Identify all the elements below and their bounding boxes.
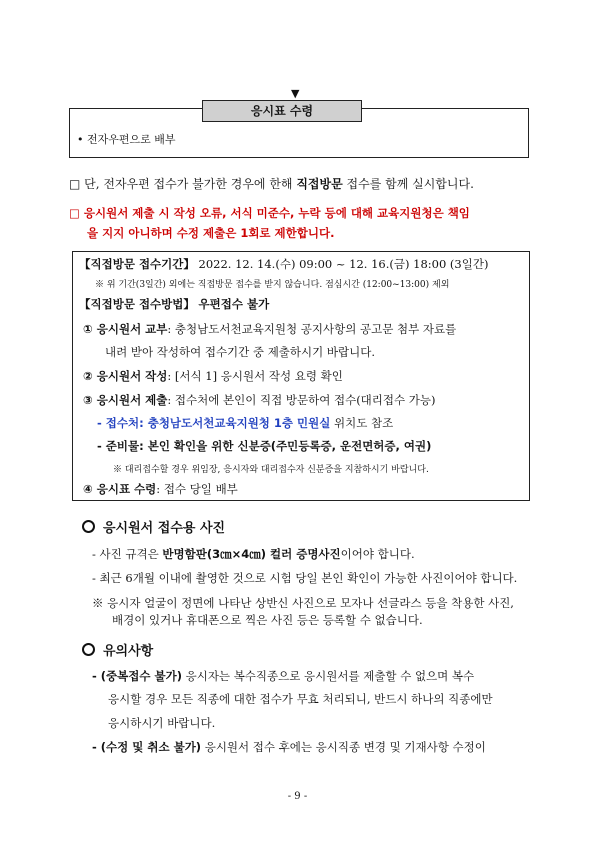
caution-item2-label: - (수정 및 취소 불가) — [92, 740, 202, 754]
caution-item2-text1: 응시원서 접수 후에는 응시직종 변경 및 기재사항 수정이 — [201, 740, 486, 754]
step2-text: : [서식 1] 응시원서 작성 요령 확인 — [167, 369, 343, 383]
caution-item1-line3: 응시하시기 바랍니다. — [108, 716, 216, 730]
step1-text2: 내려 받아 작성하여 접수기간 중 제출하시기 바랍니다. — [105, 345, 375, 359]
period-note: ※ 위 기간(3일간) 외에는 직접방문 접수를 받지 않습니다. 점심시간 (12:00~13:00) 제외 — [95, 280, 450, 290]
step4-text: : 접수 당일 배부 — [156, 482, 238, 496]
prep-label: - 준비물 — [97, 439, 140, 453]
period-value: 2022. 12. 14.(수) 09:00 ~ 12. 16.(금) 18:00 (3일간) — [198, 257, 489, 271]
step3-label: ③ 응시원서 제출 — [83, 393, 168, 407]
photo-line2: - 최근 6개월 이내에 촬영한 것으로 시험 당일 본인 확인이 가능한 사진이어야 합니다. — [92, 571, 518, 585]
note2-line1: □ 응시원서 제출 시 작성 오류, 서식 미준수, 누락 등에 대해 교육지원청은 책임 — [69, 206, 470, 220]
circle-bullet-icon — [82, 643, 95, 656]
place-value: : 충청남도서천교육지원청 1층 민원실 — [139, 416, 331, 430]
circle-bullet-icon — [82, 520, 95, 533]
photo-note1: ※ 응시자 얼굴이 정면에 나타난 상반신 사진으로 모자나 선글라스 등을 착용한 사진, — [92, 596, 514, 610]
direct-visit-note — [69, 175, 539, 193]
photo-line1-suffix: 이어야 합니다. — [340, 547, 415, 561]
step3-line — [83, 392, 435, 408]
responsibility-note — [69, 203, 539, 243]
note1-prefix: □ 단, 전자우편 접수가 불가한 경우에 한해 — [69, 177, 297, 191]
step4-label: ④ 응시표 수령 — [83, 482, 157, 496]
photo-line1-prefix: - 사진 규격은 — [92, 547, 163, 561]
caution-heading-text: 유의사항 — [103, 644, 154, 659]
step1-label: ① 응시원서 교부 — [83, 322, 168, 336]
step2-line — [83, 368, 343, 384]
note2-line2: 을 지지 아니하며 수정 제출은 1회로 제한합니다. — [87, 226, 335, 240]
photo-line1 — [92, 546, 415, 562]
prep-line — [97, 438, 431, 454]
place-label: - 접수처 — [97, 416, 140, 430]
note1-suffix: 접수를 함께 실시합니다. — [342, 177, 474, 191]
notice-item: • 전자우편으로 배부 — [77, 133, 176, 146]
page-number: - 9 - — [287, 791, 308, 802]
step2-label: ② 응시원서 작성 — [83, 369, 168, 383]
direct-visit-box — [72, 251, 530, 501]
photo-line1-bold: 반명함판(3㎝×4㎝) 컬러 증명사진 — [162, 547, 341, 561]
step3-text: : 접수처에 본인이 직접 방문하여 접수(대리접수 가능) — [167, 393, 436, 407]
caution-item1-text1: 응시자는 복수직종으로 응시원서를 제출할 수 없으며 복수 — [181, 669, 475, 683]
prep-note: ※ 대리접수할 경우 위임장, 응시자와 대리접수자 신분증을 지참하시기 바랍니다. — [113, 465, 429, 475]
place-line — [97, 415, 393, 431]
photo-heading-text: 응시원서 접수용 사진 — [103, 521, 226, 536]
method-label: 【직접방문 접수방법】 — [79, 297, 195, 311]
step1-text: : 충청남도서천교육지원청 공지사항의 공고문 첨부 자료를 — [167, 322, 457, 336]
caution-heading — [82, 640, 153, 659]
place-suffix: 위치도 참조 — [330, 416, 394, 430]
period-label: 【직접방문 접수기간】 — [79, 257, 195, 271]
period-line — [79, 256, 488, 272]
notice-title: 응시표 수령 — [202, 100, 362, 122]
method-line — [79, 296, 269, 312]
caution-item1-label: - (중복접수 불가) — [92, 669, 182, 683]
photo-note2: 배경이 있거나 휴대폰으로 찍은 사진 등은 등록할 수 없습니다. — [112, 613, 423, 627]
down-arrow-icon: ▼ — [291, 87, 300, 100]
prep-value: : 본인 확인을 위한 신분증(주민등록증, 운전면허증, 여권) — [139, 439, 432, 453]
caution-item1-line1 — [92, 668, 474, 684]
step4-line — [83, 481, 238, 497]
photo-heading — [82, 517, 225, 536]
caution-item1-line2: 응시할 경우 모든 직종에 대한 접수가 무효 처리되니, 반드시 하나의 직종에만 — [108, 692, 493, 706]
step1-line — [83, 321, 456, 337]
caution-item2-line1 — [92, 739, 486, 755]
method-value: 우편접수 불가 — [198, 297, 270, 311]
note1-bold: 직접방문 — [296, 177, 343, 191]
